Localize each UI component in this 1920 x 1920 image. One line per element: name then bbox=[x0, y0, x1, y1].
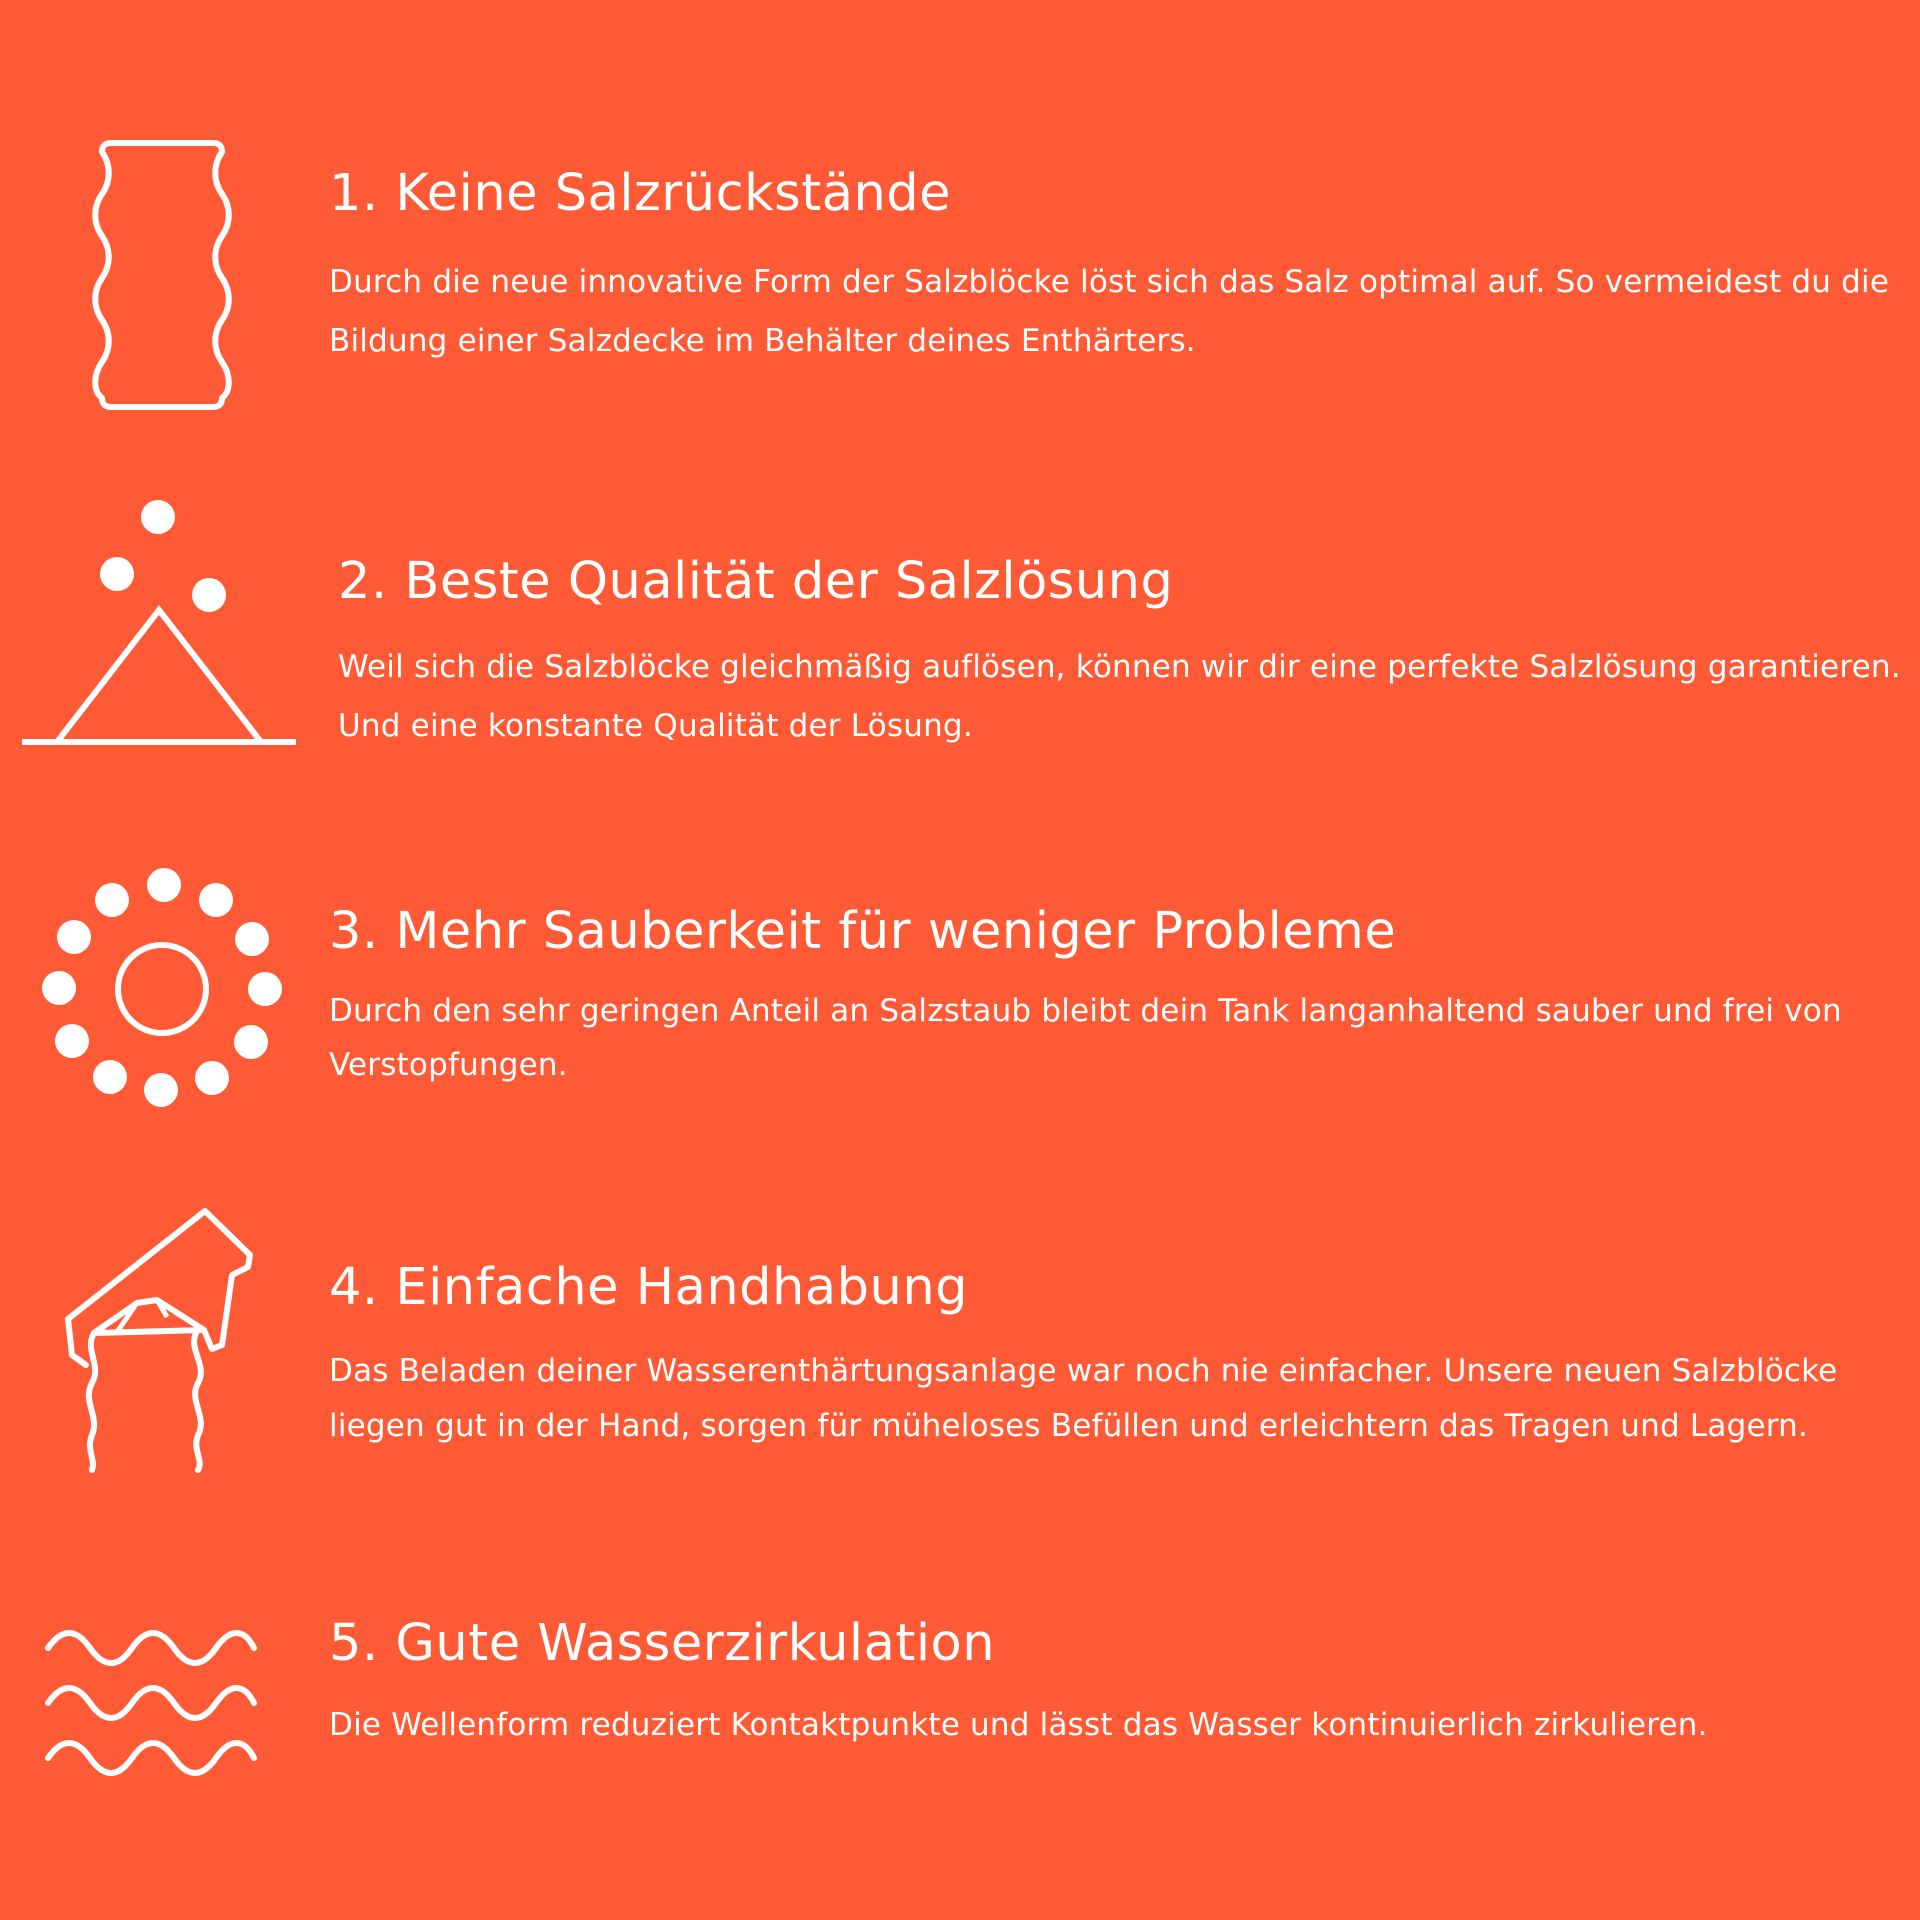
feature-title: 2. Beste Qualität der Salzlösung bbox=[338, 552, 1174, 611]
feature-description: Durch die neue innovative Form der Salzblöcke löst sich das Salz optimal auf. So vermeidest du die Bildung einer Salzdecke im Behälter deines Enthärters. bbox=[329, 264, 1890, 360]
feature-description: Weil sich die Salzblöcke gleichmäßig auflösen, können wir dir eine perfekte Salzlösung garantieren. Und eine konstante Qualität der Lösung. bbox=[338, 649, 1901, 745]
feature-title: 4. Einfache Handhabung bbox=[329, 1258, 969, 1317]
dot-ring-icon bbox=[40, 867, 285, 1112]
feature-description: Durch den sehr geringen Anteil an Salzstaub bleibt dein Tank langanhaltend sauber und frei von Verstopfungen. bbox=[329, 993, 1842, 1084]
feature-description: Das Beladen deiner Wasserenthärtungsanlage war noch nie einfacher. Unsere neuen Salzblöcke liegen gut in der Hand, sorgen für müheloses Befüllen und erleichtern das Tragen und Lagern. bbox=[329, 1353, 1838, 1445]
salt-pile-icon bbox=[22, 497, 296, 749]
feature-title: 5. Gute Wasserzirkulation bbox=[329, 1614, 996, 1673]
hand-holding-block-icon bbox=[62, 1205, 262, 1475]
salt-block-icon bbox=[95, 135, 230, 415]
waves-icon bbox=[45, 1623, 257, 1773]
feature-title: 1. Keine Salzrückstände bbox=[329, 164, 952, 223]
feature-description: Die Wellenform reduziert Kontaktpunkte und lässt das Wasser kontinuierlich zirkulieren. bbox=[329, 1707, 1708, 1744]
feature-title: 3. Mehr Sauberkeit für weniger Probleme bbox=[329, 902, 1397, 961]
